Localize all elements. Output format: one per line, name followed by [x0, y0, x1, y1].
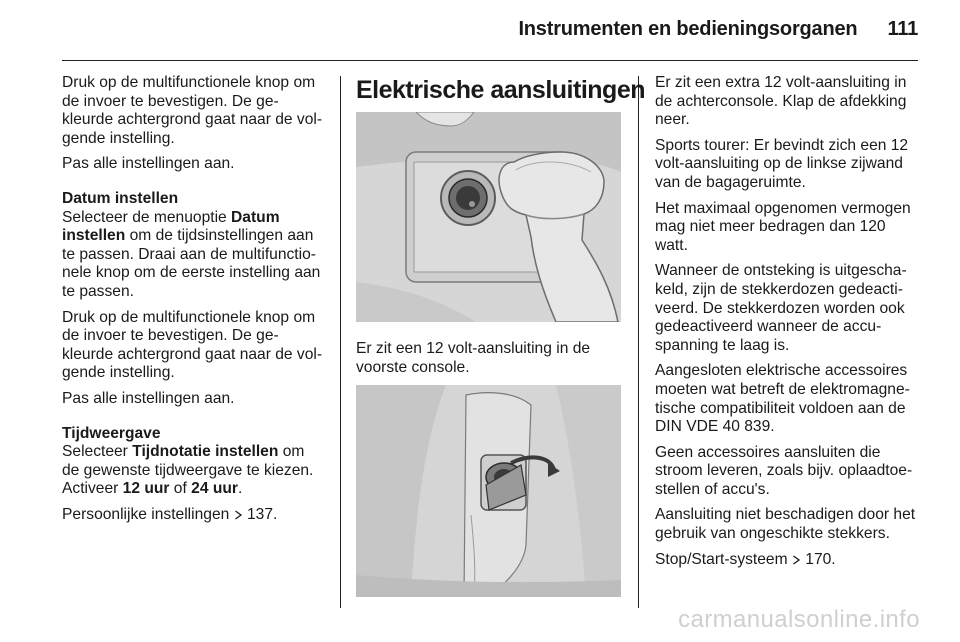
paragraph: Druk op de multifunctionele knop om de invoer te bevestigen. De gekleurde achtergrond gaat naar de volgende instelling. — [62, 308, 323, 382]
column-2 — [356, 74, 645, 597]
cross-reference[interactable]: Stop/Start-systeem 170. — [655, 550, 836, 568]
front-console-socket-figure — [356, 112, 621, 322]
watermark: carmanualsonline.info — [678, 606, 920, 633]
page-reference-icon — [234, 510, 243, 520]
column-divider-2 — [638, 76, 639, 608]
header-title: Instrumenten en bedieningsorganen — [518, 18, 858, 40]
page-reference-icon — [792, 555, 801, 565]
column-3 — [655, 74, 920, 576]
paragraph: Het maximaal opgenomen vermogen mag niet meer bedragen dan 120 watt. — [655, 199, 911, 254]
paragraph: Pas alle instellingen aan. — [62, 155, 235, 173]
paragraph: Er zit een extra 12 volt-aansluiting in de achterconsole. Klap de afdekking neer. — [655, 74, 907, 129]
paragraph: Druk op de multifunctionele knop om de invoer te bevestigen. De gekleurde achtergrond gaat naar de volgende instelling. — [62, 74, 323, 147]
paragraph: Aansluiting niet beschadigen door het gebruik van ongeschikte stekkers. — [655, 506, 916, 543]
paragraph: Pas alle instellingen aan. — [62, 389, 235, 407]
cross-reference[interactable]: Persoonlijke instellingen 137. — [62, 505, 278, 523]
figure-caption: Er zit een 12 volt-aansluiting in de voorste console. — [356, 340, 591, 376]
power-socket-icon — [356, 385, 621, 597]
menu-option-time-format: Tijdnotatie instellen — [132, 443, 279, 461]
paragraph: Geen accessoires aansluiten die stroom leveren, zoals bijv. oplaadtoestellen of accu's. — [655, 443, 913, 498]
subheading-date: Datum instellen — [62, 189, 179, 207]
section-title: Elektrische aansluitingen — [356, 76, 645, 104]
header-divider — [62, 60, 918, 61]
paragraph: Wanneer de ontsteking is uitgeschakeld, zijn de stekkerdozen gedeactiveerd. De stekkerdozen worden ook gedeactiveerd wanneer de accuspanning te laag is. — [655, 262, 907, 354]
option-24h: 24 uur — [191, 480, 238, 498]
rear-console-socket-figure — [356, 385, 621, 597]
paragraph: Sports tourer: Er bevindt zich een 12 volt-aansluiting op de linkse zijwand van de bagageruimte. — [655, 136, 909, 191]
menu-option-date: Datum instellen — [62, 208, 280, 245]
option-12h: 12 uur — [122, 480, 170, 498]
column-divider-1 — [340, 76, 341, 608]
column-1 — [62, 74, 324, 531]
page-number: 111 — [887, 18, 918, 40]
paragraph-time: Selecteer Tijdnotatie instellen om de gewenste tijdweergave te kiezen. Activeer 12 uur of 24 uur. — [62, 443, 314, 498]
page-header — [518, 18, 918, 41]
subheading-time: Tijdweergave — [62, 424, 161, 442]
paragraph: Aangesloten elektrische accessoires moeten wat betreft de elektromagnetische compatibiliteit voldoen aan de DIN VDE 40 839. — [655, 362, 910, 436]
power-socket-icon — [356, 112, 621, 322]
paragraph-date: Selecteer de menuoptie Datum instellen om de tijdsinstellingen aan te passen. Draai aan de multifunctionele knop om de eerste instelling aan te passen. — [62, 208, 321, 300]
